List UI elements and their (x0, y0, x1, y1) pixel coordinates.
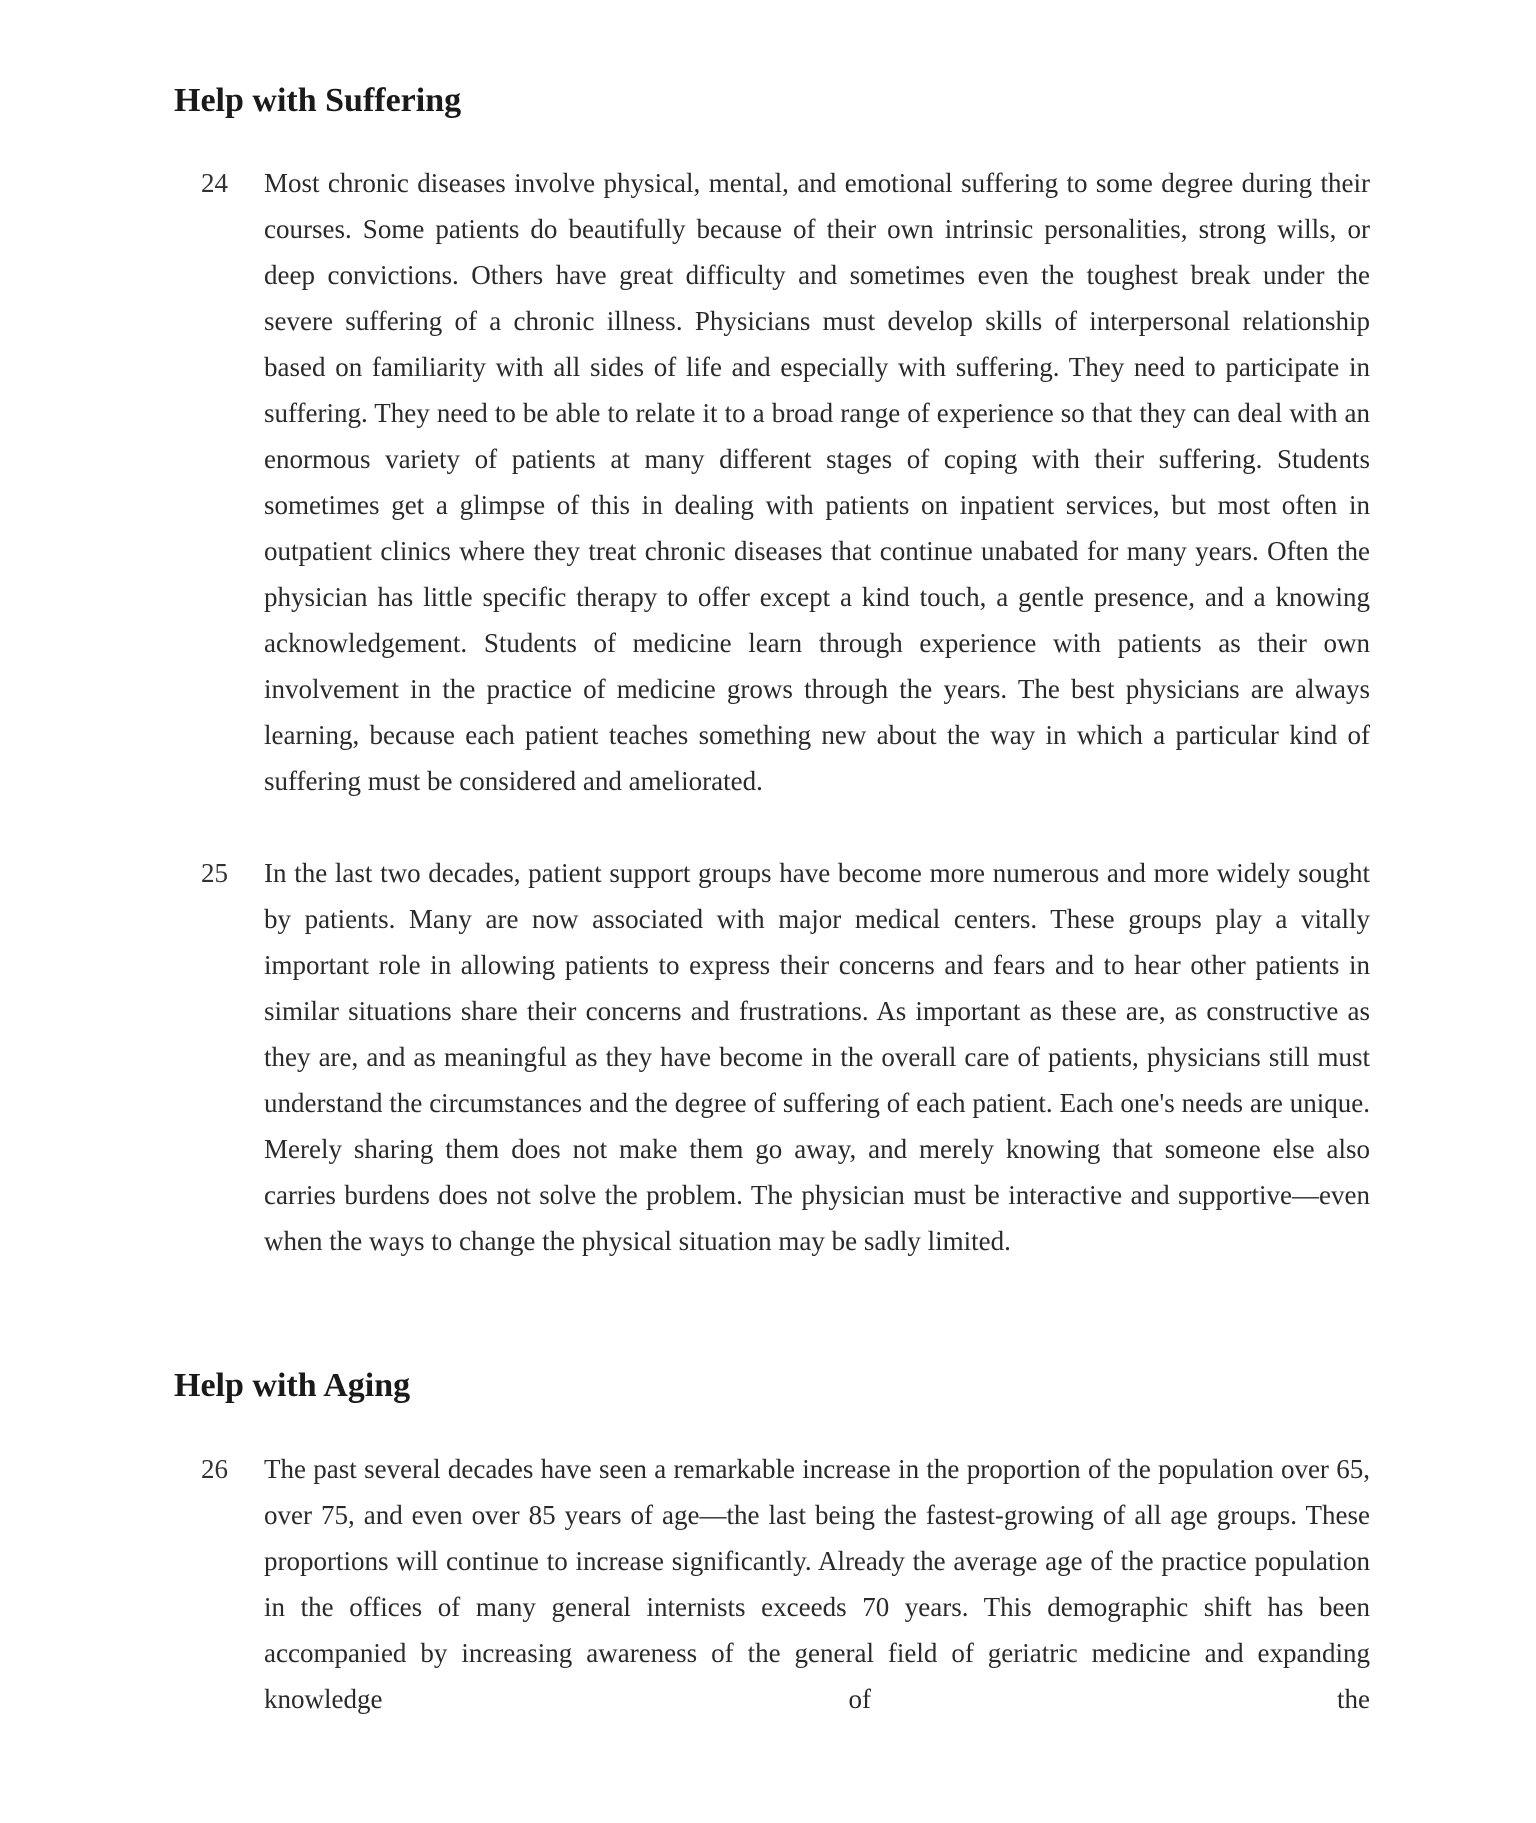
paragraph-number: 26 (201, 1454, 228, 1484)
paragraph-text: In the last two decades, patient support groups have become more numerous and more widely sought by patients. Many are now associated with major medical centers. These groups play a vitally important role in allowing patients to express their concerns and fears and to hear other patients in similar situations share their concerns and frustrations. As important as these are, as constructive as they are, and as meaningful as they have become in the overall care of patients, physicians still must understand the circumstances and the degree of suffering of each patient. Each one's needs are unique. Merely sharing them does not make them go away, and merely knowing that someone else also carries burdens does not solve the problem. The physician must be interactive and supportive—even when the ways to change the physical situation may be sadly limited. (264, 858, 1370, 1256)
paragraph-number: 24 (201, 168, 228, 198)
paragraph-text: Most chronic diseases involve physical, mental, and emotional suffering to some degree during their courses. Some patients do beautifully because of their own intrinsic personalities, strong wills, or deep convictions. Others have great difficulty and sometimes even the toughest break under the severe suffering of a chronic illness. Physicians must develop skills of interpersonal relationship based on familiarity with all sides of life and especially with suffering. They need to participate in suffering. They need to be able to relate it to a broad range of experience so that they can deal with an enormous variety of patients at many different stages of coping with their suffering. Students sometimes get a glimpse of this in dealing with patients on inpatient services, but most often in outpatient clinics where they treat chronic diseases that continue unabated for many years. Often the physician has little specific therapy to offer except a kind touch, a gentle presence, and a knowing acknowledgement. Students of medicine learn through experience with patients as their own involvement in the practice of medicine grows through the years. The best physicians are always learning, because each patient teaches something new about the way in which a particular kind of suffering must be considered and ameliorated. (264, 168, 1370, 796)
paragraph-26 (174, 1446, 1370, 1722)
paragraph-number: 25 (201, 858, 228, 888)
section-heading-aging: Help with Aging (174, 1367, 411, 1404)
paragraph-24 (174, 160, 1370, 804)
paragraph-text: The past several decades have seen a remarkable increase in the proportion of the population over 65, over 75, and even over 85 years of age—the last being the fastest-growing of all age groups. These proportions will continue to increase significantly. Already the average age of the practice population in the offices of many general internists exceeds 70 years. This demographic shift has been accompanied by increasing awareness of the general field of geriatric medicine and expanding knowledge of the (264, 1454, 1370, 1714)
section-heading-suffering: Help with Suffering (174, 82, 462, 119)
paragraph-25 (174, 850, 1370, 1264)
